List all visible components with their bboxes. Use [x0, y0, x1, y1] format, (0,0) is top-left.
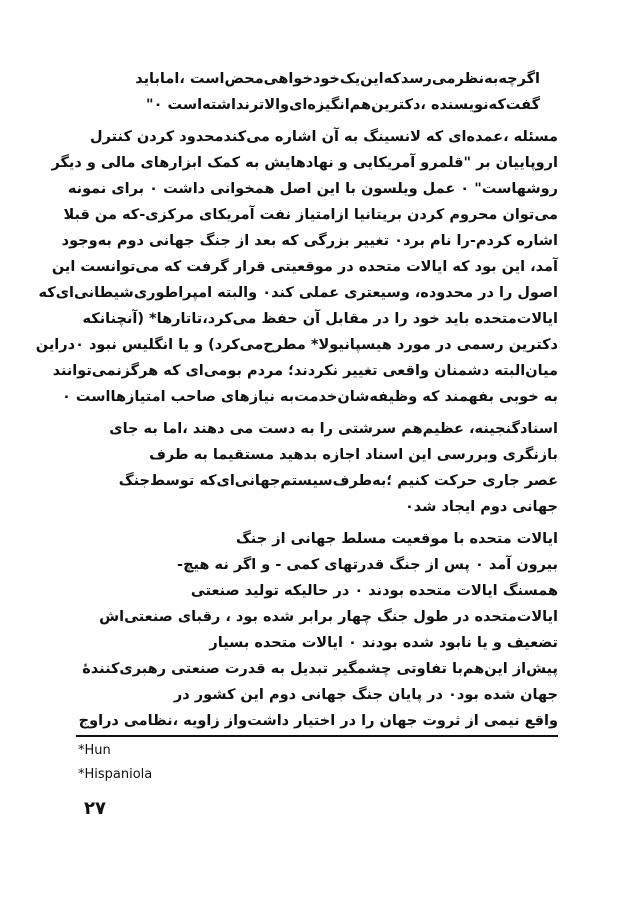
body-line-13: بازنگری وبررسی این اسناد اجازه بدهید مستقیما به طرف [149, 447, 558, 463]
body-line-15: جهانی دوم ایجاد شد۰ [404, 499, 558, 515]
body-line-9: دکترین رسمی در مورد هیسپانیولا* مطرح‌می‌کرد) و یا انگلیس نبود ۰دراین [35, 337, 558, 353]
quote-line-1: اگرچه‌به‌نظرمی‌رسدکه‌این‌یک‌خودخواهی‌محض‌است ،امابا‌ید [135, 71, 540, 87]
footnote-hispaniola: *Hispaniola [78, 767, 153, 782]
body-line-20: تضعیف و یا نابود شده بودند ۰ ایالات متحده بسیار [209, 635, 558, 651]
body-line-23: واقع نیمی از ثروت جهان را در اختیار داشت‌واز زاویه ،نظامی دراوج [78, 713, 558, 729]
body-line-14: عصر جاری حرکت کنیم ؛به‌طرف‌سیستم‌جهانی‌ای‌که توسط‌جنگ [118, 473, 558, 489]
footnote-separator [76, 735, 558, 737]
body-line-3: روشهاست" ۰ عمل ویلسون با این اصل همخوانی داشت ۰ برای نمونه [67, 181, 558, 197]
body-line-18: همسنگ ایالات متحده بودند ۰ در حالیکه تولید صنعتی [190, 583, 558, 599]
body-line-12: اسناد‌گنجینه، عظیم‌هم سرشتی را به دست می دهند ،اما به جای [109, 421, 558, 437]
body-line-10: میان‌البته دشمنان واقعی تغییر نکردند؛ مردم بومی‌ای که هرگزنمی‌توانند [52, 363, 558, 379]
body-line-19: ایالات‌متحده در طول جنگ چهار برابر شده بود ، رقبای صنعتی‌اش [99, 609, 558, 625]
body-line-4: می‌توان محروم کردن بریتانیا ازامتیاز نفت آمریکای مرکزی-که من قبلا [63, 207, 558, 223]
footnote-hun: *Hun [78, 743, 111, 758]
body-line-8: ایالات‌متحده باید خود را در مقابل آن حفظ می‌کرد،تاتارها* (آنچنانکه [82, 311, 558, 327]
quote-line-2: گفت‌که‌نویسنده ،دکترین‌هم‌انگیزه‌ای‌والاتر‌نداشته‌است ۰" [146, 97, 540, 113]
body-line-6: آمد، این بود که ایالات متحده در موقعیتی قرار گرفت که می‌توانست این [51, 259, 558, 275]
page-number: ۲۷ [84, 798, 106, 819]
body-line-21: پیش‌از این‌هم‌با تفاوتی چشمگیر تبدیل به قدرت صنعتی رهبری‌کننده‌ٔ [82, 661, 558, 677]
body-line-5: اشاره کردم-را نام برد۰ تغییر بزرگی که بعد از جنگ جهانی دوم به‌وجود [61, 233, 558, 249]
body-line-7: اصول را در محدوده، وسیعتری عملی کند۰ والبته امپراطوری‌شیطانی‌ای‌که [38, 285, 558, 301]
body-line-17: بیرون آمد ۰ پس از جنگ قدرتهای کمی - و اگر نه هیچ- [177, 557, 558, 573]
body-line-16: ایالات متحده با موقعیت مسلط جهانی از جنگ [235, 531, 558, 547]
body-line-2: اروپاییان بر "قلمرو آمریکایی و نهادهایش به کمک ابزارهای مالی و دیگر [51, 155, 558, 171]
body-line-11: به خوبی بفهمند که وظیفه‌شان‌خدمت‌به نیازهای صاحب امتیازهااست ۰ [62, 389, 558, 405]
body-line-22: جهان شده بود۰ در پایان جنگ جهانی دوم این کشور در [173, 687, 558, 703]
body-line-1: مسئله ،عمده‌ای که لانسینگ به آن اشاره می‌کند‌محدود کردن کنترل [90, 129, 558, 145]
